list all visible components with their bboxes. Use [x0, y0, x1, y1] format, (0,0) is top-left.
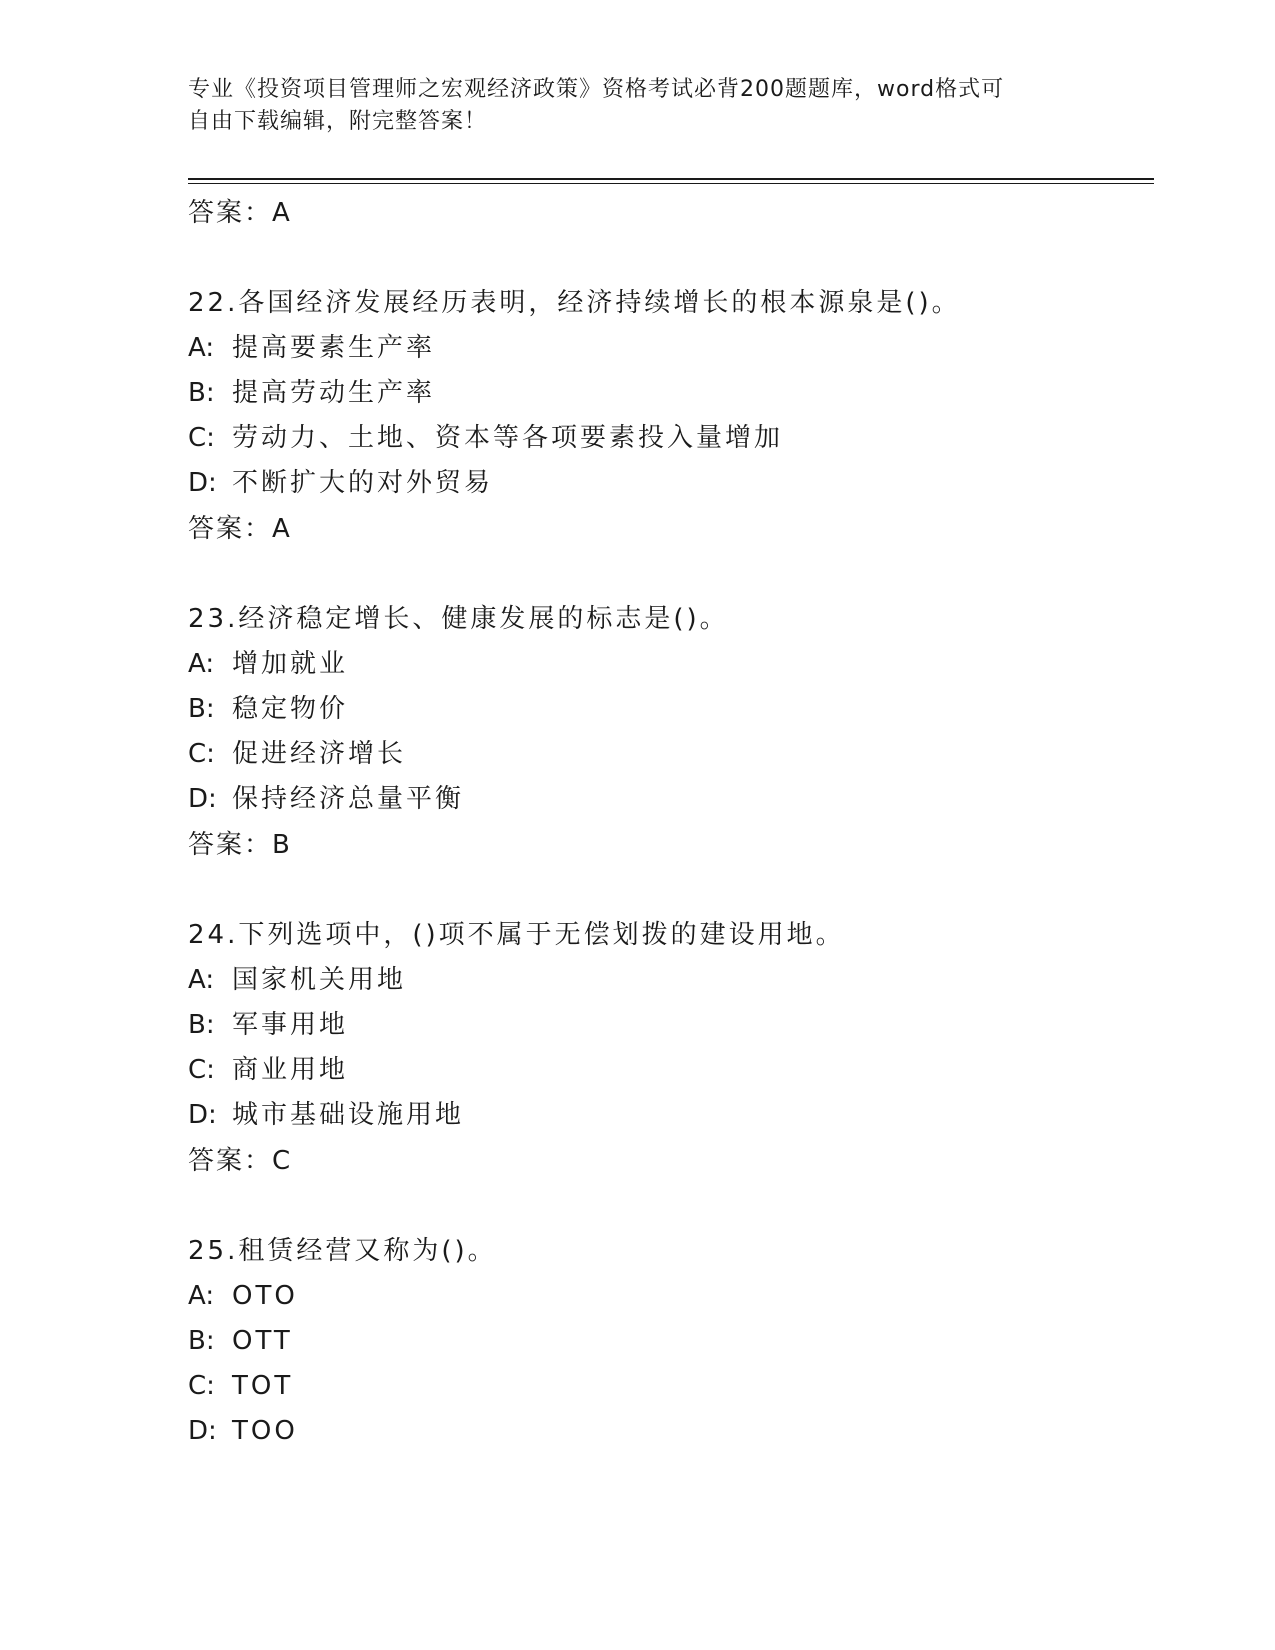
option-b — [188, 371, 1148, 416]
option-a — [188, 958, 1148, 1003]
option-text: 军事用地 — [232, 1010, 349, 1040]
option-text: 保持经济总量平衡 — [232, 784, 465, 814]
option-letter: A: — [188, 965, 215, 995]
question-stem: 22.各国经济发展经历表明，经济持续增长的根本源泉是()。 — [188, 288, 961, 318]
option-text: 劳动力、土地、资本等各项要素投入量增加 — [232, 423, 784, 453]
option-text: TOT — [232, 1371, 294, 1401]
option-letter: C: — [188, 1055, 215, 1085]
option-b — [188, 687, 1148, 732]
option-c — [188, 732, 1148, 777]
option-b — [188, 1003, 1148, 1048]
option-letter: B: — [188, 694, 215, 724]
header-divider-thin — [188, 183, 1154, 184]
question-23 — [188, 596, 1148, 868]
option-letter: D: — [188, 1100, 217, 1130]
option-b — [188, 1319, 1148, 1364]
answer-line: 答案：B — [188, 830, 292, 860]
option-letter: B: — [188, 1326, 215, 1356]
option-d — [188, 1093, 1148, 1138]
option-letter: D: — [188, 784, 217, 814]
option-text: OTO — [232, 1281, 298, 1311]
option-c — [188, 1364, 1148, 1409]
option-d — [188, 1409, 1148, 1454]
option-letter: A: — [188, 333, 215, 363]
question-25 — [188, 1228, 1148, 1454]
option-letter: D: — [188, 468, 217, 498]
option-text: 提高要素生产率 — [232, 333, 436, 363]
option-letter: C: — [188, 423, 215, 453]
question-22 — [188, 280, 1148, 552]
question-stem: 23.经济稳定增长、健康发展的标志是()。 — [188, 604, 729, 634]
answer-line: 答案：A — [188, 198, 292, 228]
option-a — [188, 1274, 1148, 1319]
option-letter: A: — [188, 649, 215, 679]
header-line-1: 专业《投资项目管理师之宏观经济政策》资格考试必背200题题库，word格式可 — [188, 77, 1005, 102]
option-letter: C: — [188, 739, 215, 769]
option-letter: C: — [188, 1371, 215, 1401]
option-text: 城市基础设施用地 — [232, 1100, 465, 1130]
option-text: 国家机关用地 — [232, 965, 407, 995]
option-text: 不断扩大的对外贸易 — [232, 468, 494, 498]
answer-line: 答案：C — [188, 1146, 293, 1176]
option-a — [188, 326, 1148, 371]
option-c — [188, 1048, 1148, 1093]
option-text: TOO — [232, 1416, 298, 1446]
option-a — [188, 642, 1148, 687]
option-letter: B: — [188, 378, 215, 408]
document-body — [188, 190, 1148, 1454]
option-letter: B: — [188, 1010, 215, 1040]
option-text: 提高劳动生产率 — [232, 378, 436, 408]
option-text: 稳定物价 — [232, 694, 349, 724]
answer-line: 答案：A — [188, 514, 292, 544]
option-text: OTT — [232, 1326, 293, 1356]
option-d — [188, 777, 1148, 822]
question-stem: 25.租赁经营又称为()。 — [188, 1236, 497, 1266]
option-letter: A: — [188, 1281, 215, 1311]
option-text: 商业用地 — [232, 1055, 349, 1085]
option-text: 增加就业 — [232, 649, 349, 679]
header-divider-thick — [188, 178, 1154, 180]
document-header — [188, 74, 1088, 138]
question-stem: 24.下列选项中，()项不属于无偿划拨的建设用地。 — [188, 920, 845, 950]
option-c — [188, 416, 1148, 461]
option-letter: D: — [188, 1416, 217, 1446]
option-text: 促进经济增长 — [232, 739, 407, 769]
question-24 — [188, 912, 1148, 1184]
header-line-2: 自由下载编辑，附完整答案！ — [188, 109, 488, 134]
option-d — [188, 461, 1148, 506]
